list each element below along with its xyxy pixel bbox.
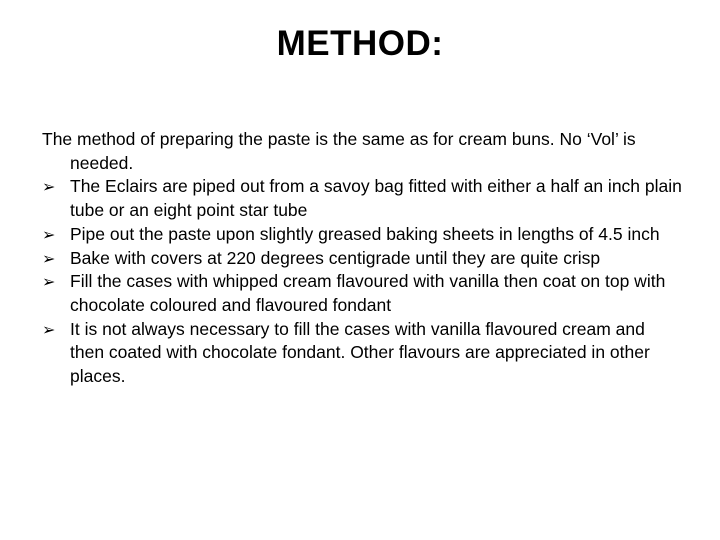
slide-title: METHOD: bbox=[276, 24, 444, 63]
bullet-text: Bake with covers at 220 degrees centigrade until they are quite crisp bbox=[70, 247, 601, 268]
bullet-list bbox=[42, 175, 682, 388]
slide-body bbox=[42, 128, 682, 389]
list-item bbox=[42, 223, 682, 247]
arrow-bullet-icon: ➢ bbox=[42, 248, 56, 268]
bullet-text: Fill the cases with whipped cream flavoured with vanilla then coat on top with chocolate coloured and flavoured fondant bbox=[70, 271, 666, 315]
bullet-text: Pipe out the paste upon slightly greased baking sheets in lengths of 4.5 inch bbox=[70, 223, 660, 244]
arrow-bullet-icon: ➢ bbox=[42, 272, 56, 292]
arrow-bullet-icon: ➢ bbox=[42, 177, 56, 197]
intro-paragraph: The method of preparing the paste is the same as for cream buns. No ‘Vol’ is needed. bbox=[42, 129, 636, 173]
bullet-text: It is not always necessary to fill the cases with vanilla flavoured cream and then coated with chocolate fondant. Other flavours are appreciated in other places. bbox=[70, 318, 650, 387]
list-item bbox=[42, 175, 682, 222]
arrow-bullet-icon: ➢ bbox=[42, 224, 56, 244]
list-item bbox=[42, 270, 682, 317]
arrow-bullet-icon: ➢ bbox=[42, 319, 56, 339]
list-item bbox=[42, 318, 682, 389]
bullet-text: The Eclairs are piped out from a savoy bag fitted with either a half an inch plain tube or an eight point star tube bbox=[70, 176, 682, 221]
list-item bbox=[42, 247, 682, 271]
